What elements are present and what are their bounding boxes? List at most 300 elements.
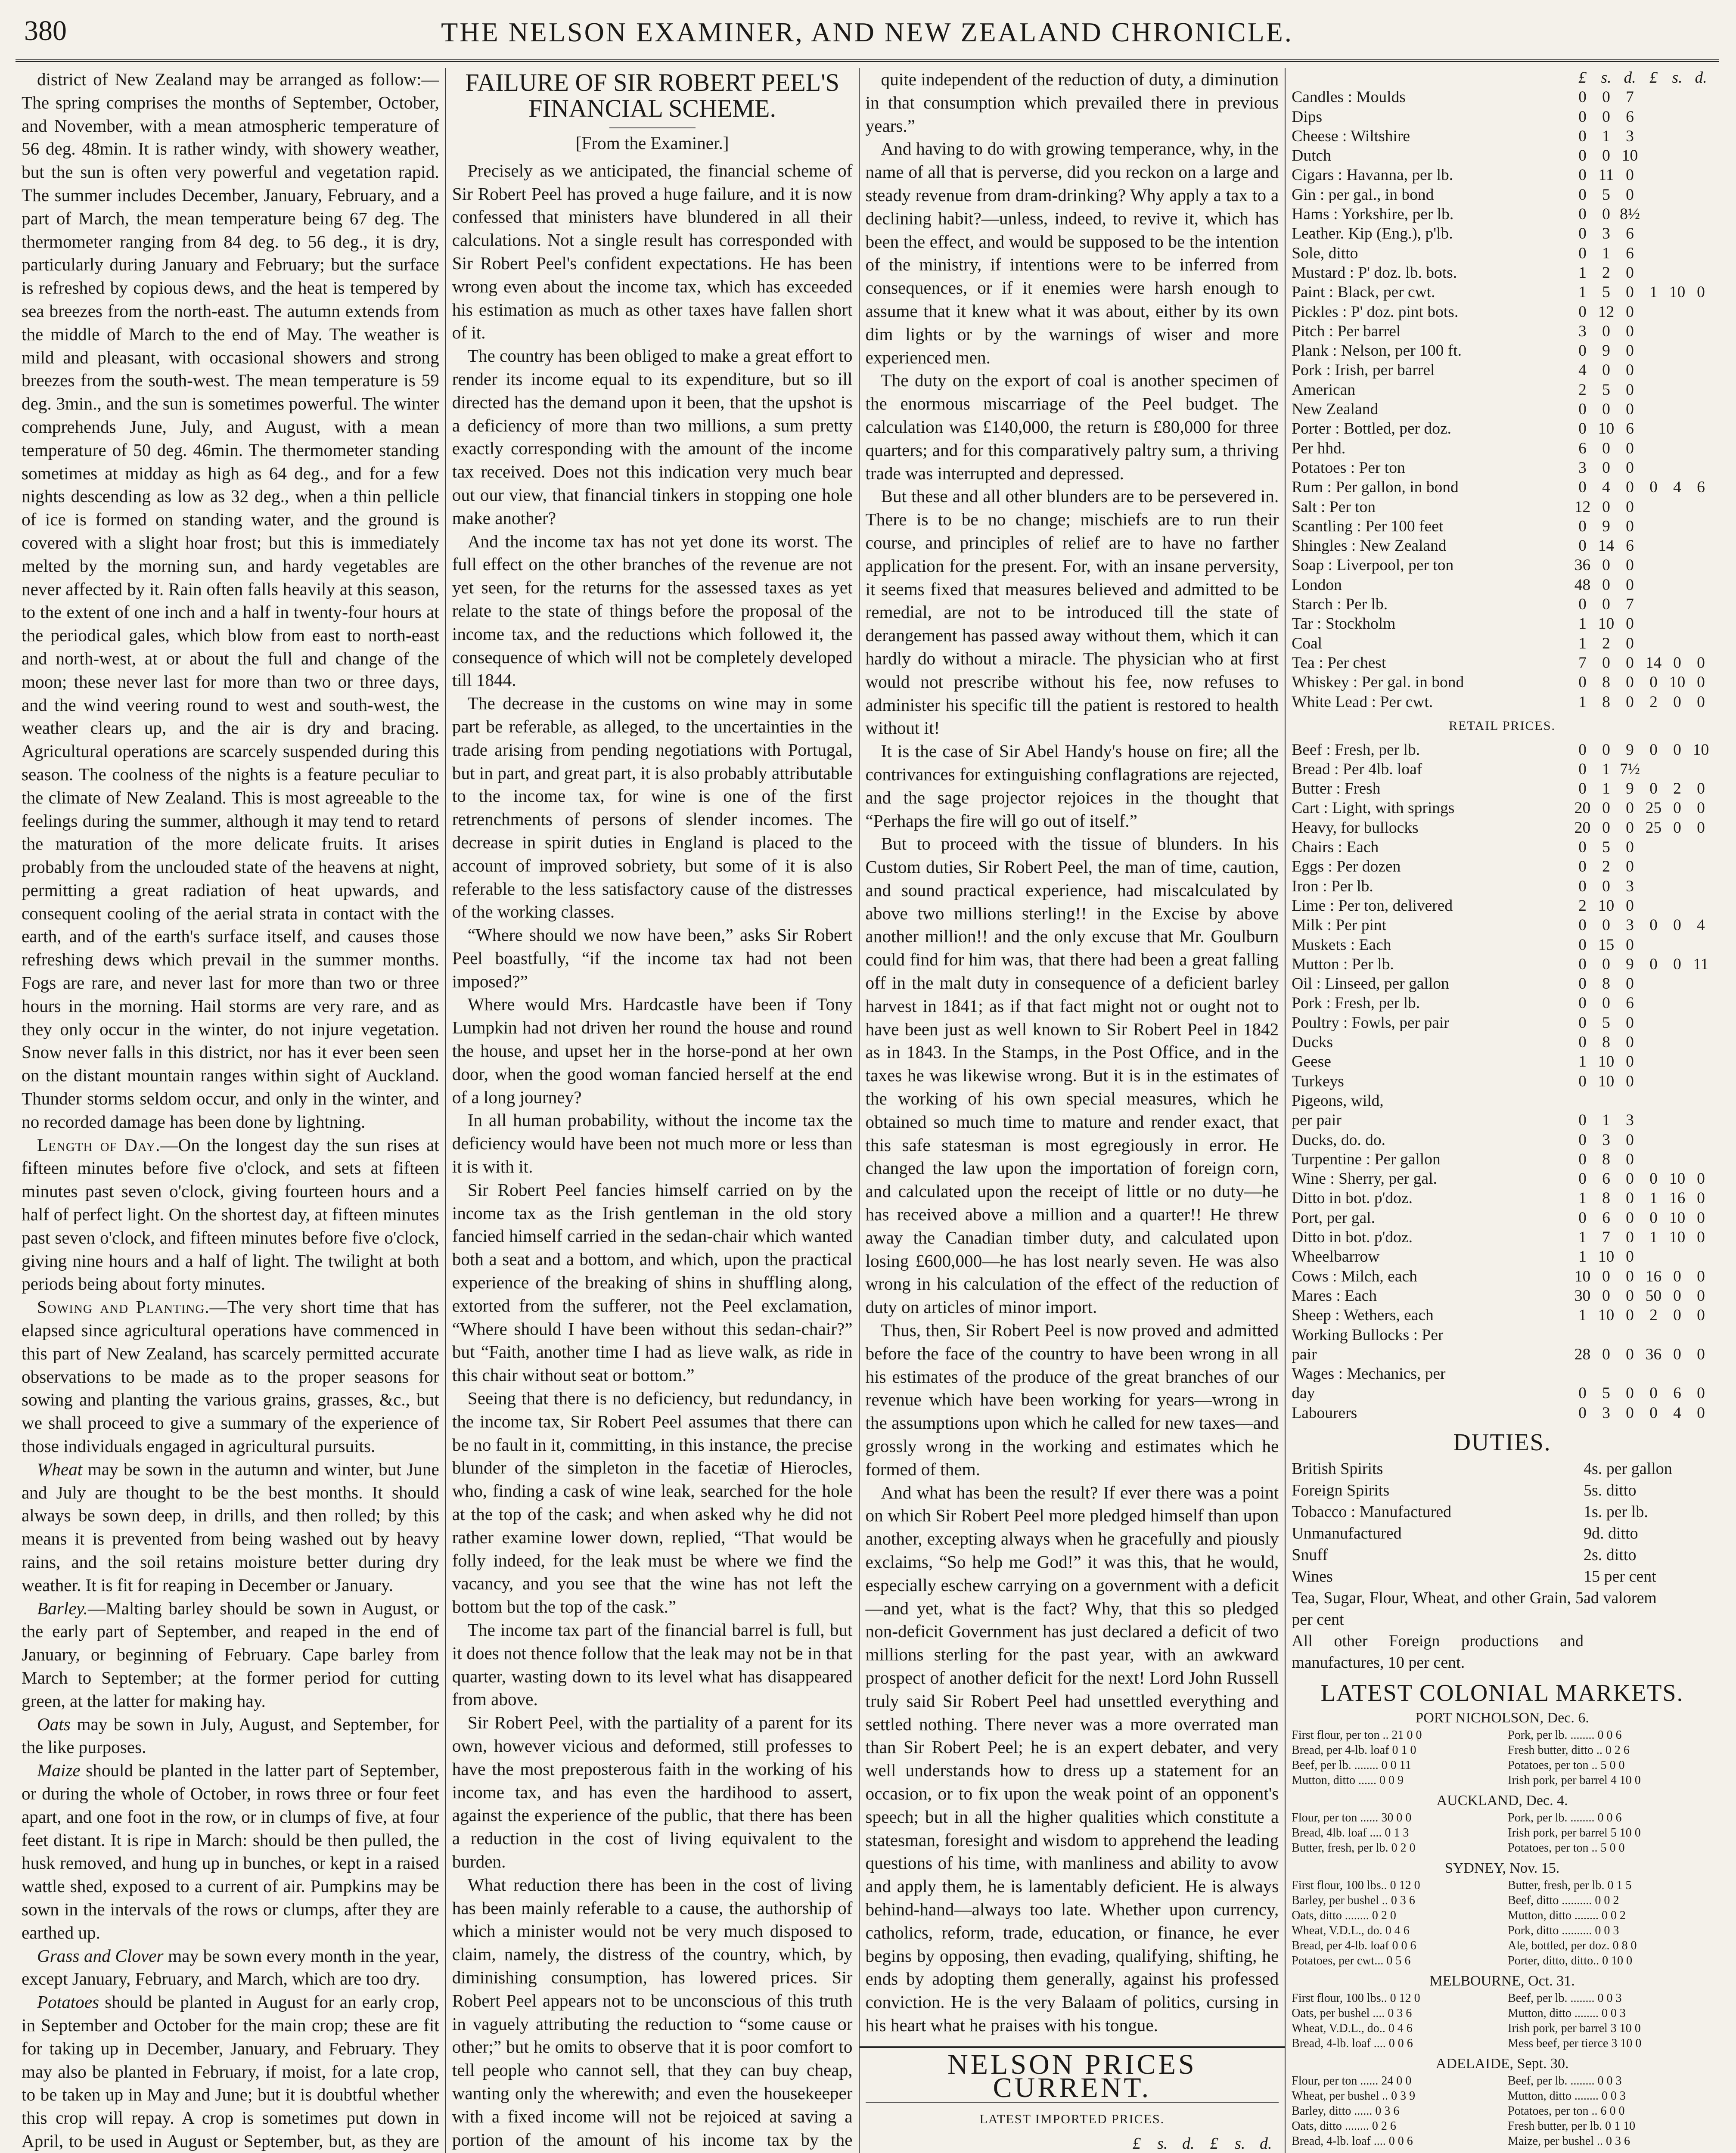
price-row xyxy=(1292,779,1713,798)
price-value: 0 xyxy=(1602,556,1610,574)
price-item: Geese xyxy=(1292,1053,1331,1071)
price-value: 0 xyxy=(1626,858,1634,876)
price-value: 15 xyxy=(1598,936,1615,954)
price-value xyxy=(1642,380,1665,400)
price-value xyxy=(1689,935,1713,955)
price-value: 0 xyxy=(1602,459,1610,477)
price-value xyxy=(1594,1325,1618,1345)
price-value xyxy=(1618,1325,1642,1345)
price-value xyxy=(1689,575,1713,595)
duties-table xyxy=(1292,1458,1713,1673)
price-value: 0 xyxy=(1578,517,1587,535)
price-value xyxy=(1689,322,1713,341)
price-value: 0 xyxy=(1626,186,1634,204)
price-value xyxy=(1618,1091,1642,1111)
price-value: 36 xyxy=(1645,1345,1662,1363)
duty-rate: 15 per cent xyxy=(1584,1567,1656,1585)
price-value: 0 xyxy=(1578,1209,1587,1227)
price-row xyxy=(1292,1286,1713,1306)
paragraph: “Where should we now have been,” asks Sir Robert Peel boastfully, “if the income tax had not been imposed?” xyxy=(452,925,853,991)
price-item: Salt : Per ton xyxy=(1292,498,1376,516)
price-row xyxy=(1292,935,1713,955)
price-value: 0 xyxy=(1578,1014,1587,1032)
price-item: Wheelbarrow xyxy=(1292,1248,1380,1266)
price-value: 3 xyxy=(1578,459,1587,477)
column-4 xyxy=(1286,68,1719,2153)
price-value: 3 xyxy=(1626,877,1634,895)
price-value xyxy=(1689,1247,1713,1266)
price-value: 8 xyxy=(1602,975,1610,993)
price-value: 25 xyxy=(1645,819,1662,837)
price-value: 28 xyxy=(1574,1345,1591,1363)
price-value: 2 xyxy=(1649,693,1658,711)
price-value: 20 xyxy=(1574,819,1591,837)
price-row xyxy=(1292,107,1713,127)
price-item: Pigeons, wild, xyxy=(1292,1092,1384,1110)
unit-label: s. xyxy=(1157,2134,1168,2153)
price-value: 0 xyxy=(1578,780,1587,798)
duty-row xyxy=(1292,1587,1713,1630)
price-value: 10 xyxy=(1598,1248,1615,1266)
masthead xyxy=(16,12,1719,62)
paragraph: Sir Robert Peel fancies himself carried on by the income tax as the Irish gentleman in the old story fancied himself carried in the sedan-chair which wanted both a seat and a bottom, and which, upon the practical experience of the breaking of shins in shuffling along, extorted from the sufferer, not the Peel exclamation, “Where should I have been without this sedan-chair?” but “Faith, another time I had as lieve walk, as ride in this chair without seat or bottom.” xyxy=(452,1179,853,1385)
price-value: 0 xyxy=(1626,1229,1634,1247)
price-row xyxy=(1292,575,1713,595)
price-value xyxy=(1642,536,1665,555)
price-value: 10 xyxy=(1693,741,1709,759)
paragraph: It is the case of Sir Abel Handy's house on fire; all the contrivances for extinguishing conflagrations are rejected, and the sage projector rejoices in the thought that “Perhaps the fire will go out of itself.” xyxy=(865,741,1279,831)
price-row xyxy=(1292,478,1713,497)
price-value: 0 xyxy=(1697,1189,1705,1207)
price-value: 12 xyxy=(1598,303,1615,321)
paragraph: Thus, then, Sir Robert Peel is now proved and admitted before the face of the country to have been wrong in all his estimates of the produce of the great branches of our revenue which have been working for years—wrong in the assumptions upon which he called for new taxes—and grossly wrong in the working and estimates which he formed of them. xyxy=(865,1320,1279,1479)
price-value: 0 xyxy=(1602,439,1610,457)
price-row xyxy=(1292,165,1713,185)
unit-label: d. xyxy=(1182,2134,1195,2153)
price-value xyxy=(1689,419,1713,438)
price-item: Mustard : P' doz. lb. bots. xyxy=(1292,264,1457,282)
price-value: 0 xyxy=(1626,693,1634,711)
price-value: 7 xyxy=(1626,596,1634,614)
price-item: Per hhd. xyxy=(1292,439,1346,457)
price-value: 0 xyxy=(1602,877,1610,895)
price-value: 0 xyxy=(1626,634,1634,652)
price-value: 1 xyxy=(1602,244,1610,262)
duty-rate: 2s. ditto xyxy=(1584,1545,1637,1564)
price-value xyxy=(1642,935,1665,955)
price-value xyxy=(1665,517,1689,536)
price-value xyxy=(1689,1072,1713,1091)
price-value: 1 xyxy=(1649,1229,1658,1247)
price-value: 2 xyxy=(1602,858,1610,876)
price-item: New Zealand xyxy=(1292,400,1379,419)
price-value: 0 xyxy=(1578,537,1587,555)
paragraph: Oats may be sown in July, August, and September, for the like purposes. xyxy=(22,1714,439,1757)
price-value: 14 xyxy=(1598,537,1615,555)
price-value xyxy=(1665,896,1689,915)
duty-item: Tobacco : Manufactured xyxy=(1292,1502,1452,1521)
price-value: 0 xyxy=(1626,264,1634,282)
price-value: 5 xyxy=(1602,838,1610,856)
price-value: 2 xyxy=(1578,381,1587,399)
duties-title: DUTIES. xyxy=(1453,1429,1551,1456)
price-value xyxy=(1689,146,1713,165)
price-value: 0 xyxy=(1578,1170,1587,1188)
price-item: Ducks, do. do. xyxy=(1292,1131,1385,1149)
paragraph: The income tax part of the financial barrel is full, but it does not thence follow that the leak may not be in that quarter, wasting down to its level what has disappeared from above. xyxy=(452,1620,853,1709)
price-value: 0 xyxy=(1673,693,1681,711)
price-value xyxy=(1642,497,1665,517)
price-item: Pitch : Per barrel xyxy=(1292,322,1401,340)
imported-prices-caption: LATEST IMPORTED PRICES. xyxy=(979,2112,1165,2127)
market-price: Beef, ditto .......... 0 0 2 xyxy=(1508,1893,1619,1907)
price-value: 0 xyxy=(1697,654,1705,672)
article-source: [From the Examiner.] xyxy=(575,133,729,153)
price-value: 9 xyxy=(1626,955,1634,973)
price-value: 0 xyxy=(1602,108,1610,126)
duty-row xyxy=(1292,1566,1713,1587)
market-price: First flour, per ton .. 21 0 0 xyxy=(1292,1728,1422,1742)
price-value: 0 xyxy=(1649,741,1658,759)
unit-label: £ xyxy=(1578,69,1587,87)
price-value: 0 xyxy=(1697,1229,1705,1247)
price-row xyxy=(1292,127,1713,146)
price-value: 0 xyxy=(1602,799,1610,817)
price-value xyxy=(1689,107,1713,127)
price-value: 0 xyxy=(1578,838,1587,856)
duty-rate: 9d. ditto xyxy=(1584,1524,1638,1542)
price-item: Muskets : Each xyxy=(1292,936,1391,954)
price-item: Eggs : Per dozen xyxy=(1292,858,1401,876)
price-row xyxy=(1292,993,1713,1013)
price-value: 1 xyxy=(1649,1189,1658,1207)
price-value: 0 xyxy=(1578,1072,1587,1090)
price-value: 0 xyxy=(1649,780,1658,798)
price-item: Lime : Per ton, delivered xyxy=(1292,897,1453,915)
price-item: Tar : Stockholm xyxy=(1292,615,1396,633)
price-value xyxy=(1665,439,1689,458)
price-value: 0 xyxy=(1626,517,1634,535)
duty-item: British Spirits xyxy=(1292,1459,1383,1478)
unit-label: £ xyxy=(1649,69,1658,87)
price-value: 0 xyxy=(1626,1248,1634,1266)
price-item: Wages : Mechanics, per xyxy=(1292,1365,1446,1383)
price-value xyxy=(1665,107,1689,127)
price-value: 6 xyxy=(1578,439,1587,457)
price-value: 1 xyxy=(1578,693,1587,711)
price-value: 7 xyxy=(1578,654,1587,672)
price-item: Leather. Kip (Eng.), p'lb. xyxy=(1292,225,1453,243)
price-value: 0 xyxy=(1626,1072,1634,1090)
price-value xyxy=(1642,1072,1665,1091)
column-1 xyxy=(16,68,446,2153)
price-value: 6 xyxy=(1626,244,1634,262)
page-number: 380 xyxy=(24,15,67,47)
price-value: 0 xyxy=(1602,819,1610,837)
price-value: 0 xyxy=(1578,205,1587,223)
price-item: Cigars : Havanna, per lb. xyxy=(1292,166,1453,184)
price-unit-header xyxy=(1292,68,1713,87)
price-value xyxy=(1689,1364,1713,1384)
price-value: 0 xyxy=(1578,478,1587,496)
price-item: Heavy, for bullocks xyxy=(1292,819,1419,837)
price-value: 0 xyxy=(1578,1131,1587,1149)
price-value xyxy=(1689,1130,1713,1150)
price-value: 0 xyxy=(1626,361,1634,379)
price-value: 4 xyxy=(1697,916,1705,934)
price-value xyxy=(1665,595,1689,614)
price-value xyxy=(1642,1111,1665,1130)
price-item: Working Bullocks : Per xyxy=(1292,1326,1444,1344)
price-value xyxy=(1642,760,1665,779)
price-value: 0 xyxy=(1626,478,1634,496)
duty-row xyxy=(1292,1501,1713,1523)
duty-row xyxy=(1292,1544,1713,1566)
price-item: day xyxy=(1292,1384,1315,1402)
price-row xyxy=(1292,497,1713,517)
price-value xyxy=(1665,205,1689,224)
price-row xyxy=(1292,224,1713,243)
price-value xyxy=(1665,244,1689,263)
market-price: Irish pork, per barrel 3 10 0 xyxy=(1508,2021,1641,2035)
market-price: Pork, per lb. ........ 0 0 6 xyxy=(1508,1728,1622,1742)
market-price: Butter, fresh, per lb. 0 2 0 xyxy=(1292,1841,1416,1855)
price-value: 0 xyxy=(1602,916,1610,934)
price-value: 1 xyxy=(1578,264,1587,282)
price-value: 10 xyxy=(1598,420,1615,438)
price-item: pair xyxy=(1292,1345,1317,1363)
market-price: First flour, 100 lbs.. 0 12 0 xyxy=(1292,1878,1420,1892)
price-value: 0 xyxy=(1578,186,1587,204)
price-row xyxy=(1292,1325,1713,1345)
price-value xyxy=(1665,1364,1689,1384)
price-value: 0 xyxy=(1649,916,1658,934)
price-value: 6 xyxy=(1673,1384,1681,1402)
duty-rate: 4s. per gallon xyxy=(1584,1459,1672,1478)
price-row xyxy=(1292,653,1713,673)
price-value: 0 xyxy=(1602,361,1610,379)
price-value xyxy=(1642,555,1665,575)
price-row xyxy=(1292,955,1713,974)
price-value: 0 xyxy=(1626,1267,1634,1285)
market-price: Ale, bottled, per doz. 0 8 0 xyxy=(1508,1939,1637,1952)
price-row xyxy=(1292,458,1713,478)
price-value xyxy=(1689,244,1713,263)
price-row xyxy=(1292,838,1713,857)
paragraph: Length of Day.—On the longest day the sun rises at fifteen minutes before five o'clock, and sets at fifteen minutes past seven o'clock, giving fourteen hours and a half of perfect light. On the shortest day, at fifteen minutes past seven o'clock, and fifteen minutes before five o'clock, giving nine hours and a half of light. The twilight at both periods being about forty minutes. xyxy=(22,1135,439,1294)
price-value xyxy=(1665,87,1689,107)
price-value: 36 xyxy=(1574,556,1591,574)
duty-item: Tea, Sugar, Flour, Wheat, and other Grain, 5 per cent xyxy=(1292,1588,1584,1629)
price-value: 8 xyxy=(1602,1033,1610,1052)
price-value: 0 xyxy=(1626,1209,1634,1227)
prices-current-box xyxy=(860,2046,1285,2153)
price-value: 0 xyxy=(1602,955,1610,973)
price-row xyxy=(1292,1150,1713,1169)
price-value: 0 xyxy=(1626,897,1634,915)
price-value xyxy=(1689,302,1713,322)
price-item: Scantling : Per 100 feet xyxy=(1292,517,1444,535)
price-row xyxy=(1292,419,1713,438)
price-value: 0 xyxy=(1578,975,1587,993)
price-value: 0 xyxy=(1626,1150,1634,1168)
price-value: 0 xyxy=(1626,1287,1634,1305)
price-value xyxy=(1642,322,1665,341)
market-price: Potatoes, per ton .. 6 0 0 xyxy=(1508,2104,1625,2118)
price-value: 10 xyxy=(1669,673,1686,692)
price-value: 0 xyxy=(1602,498,1610,516)
price-value: 10 xyxy=(1598,1072,1615,1090)
price-value xyxy=(1642,614,1665,633)
price-value: 0 xyxy=(1626,838,1634,856)
price-value: 16 xyxy=(1669,1189,1686,1207)
price-value: 48 xyxy=(1574,576,1591,594)
price-value xyxy=(1665,185,1689,205)
price-value: 0 xyxy=(1626,322,1634,340)
price-item: Dips xyxy=(1292,108,1323,126)
price-value: 0 xyxy=(1697,1384,1705,1402)
price-item: Gin : per gal., in bond xyxy=(1292,186,1434,204)
price-row xyxy=(1292,1052,1713,1071)
price-value: 0 xyxy=(1673,741,1681,759)
price-value xyxy=(1689,993,1713,1013)
price-value xyxy=(1642,244,1665,263)
price-row xyxy=(1292,1188,1713,1208)
price-value: 11 xyxy=(1598,166,1614,184)
price-row xyxy=(1292,244,1713,263)
price-value: 10 xyxy=(1669,1209,1686,1227)
price-value: 3 xyxy=(1602,1131,1610,1149)
prices-current-title: NELSON PRICES CURRENT. xyxy=(866,2053,1279,2103)
market-price: Flour, per ton ...... 30 0 0 xyxy=(1292,1811,1412,1824)
price-value xyxy=(1665,302,1689,322)
price-value xyxy=(1689,536,1713,555)
price-value: 0 xyxy=(1649,673,1658,692)
price-value xyxy=(1689,360,1713,380)
price-value: 0 xyxy=(1602,596,1610,614)
header-spacer xyxy=(866,2134,1124,2153)
price-value xyxy=(1689,439,1713,458)
article-heading: FAILURE OF SIR ROBERT PEEL'S FINANCIAL SCHEME. xyxy=(465,68,839,122)
price-row xyxy=(1292,896,1713,915)
price-value xyxy=(1642,1150,1665,1169)
paragraph: Barley.—Malting barley should be sown in August, or the early part of September, and reaped in the end of January, or beginning of February. Cape barley from March to September; at the former period for cutting green, at the latter for making hay. xyxy=(22,1598,439,1711)
paragraph: And the income tax has not yet done its worst. The full effect on the other branches of the revenue are not yet seen, for the returns for the assessed taxes as yet relate to the state of things before the proposal of the income tax, and the reductions which followed it, the consequence of which will not be completely developed till 1844. xyxy=(452,531,853,690)
unit-label: d. xyxy=(1624,69,1636,87)
price-value xyxy=(1665,322,1689,341)
price-value xyxy=(1689,877,1713,896)
column-2 xyxy=(446,68,860,2153)
price-value: 1 xyxy=(1578,1053,1587,1071)
price-value: 6 xyxy=(1626,537,1634,555)
price-row xyxy=(1292,1306,1713,1325)
paragraph: And having to do with growing temperance, why, in the name of all that is perverse, did you reckon on a large and steady revenue from dram-drinking? Why apply a tax to a declining habit?—unless, indeed, to revive it, which has been the effect, and would be supposed to be the intention of the ministry, if intentions were to be inferred from consequences, or if it enemies were harsh enough to assume that it knew what it was about, either by its own dim lights or by the warnings of wiser and more experienced men. xyxy=(865,139,1279,367)
price-value: 0 xyxy=(1578,858,1587,876)
price-value xyxy=(1689,857,1713,876)
price-value xyxy=(1689,1033,1713,1052)
price-value xyxy=(1665,127,1689,146)
price-value xyxy=(1665,1033,1689,1052)
price-value xyxy=(1642,1247,1665,1266)
price-value: 0 xyxy=(1602,741,1610,759)
price-value: 10 xyxy=(1598,1306,1615,1325)
price-value: 25 xyxy=(1645,799,1662,817)
market-location: AUCKLAND, Dec. 4. xyxy=(1436,1792,1568,1809)
price-row xyxy=(1292,1403,1713,1423)
price-value: 16 xyxy=(1645,1267,1662,1285)
price-value: 4 xyxy=(1602,478,1610,496)
price-row xyxy=(1292,146,1713,165)
price-item: White Lead : Per cwt. xyxy=(1292,693,1433,711)
price-value: 0 xyxy=(1626,615,1634,633)
price-value: 0 xyxy=(1602,1287,1610,1305)
price-row xyxy=(1292,1247,1713,1266)
price-row xyxy=(1292,1169,1713,1188)
price-value: 0 xyxy=(1697,283,1705,301)
market-price: Wheat, V.D.L., do.. 0 4 6 xyxy=(1292,2021,1413,2035)
price-item: Bread : Per 4lb. loaf xyxy=(1292,760,1422,778)
price-item: Coal xyxy=(1292,634,1323,652)
price-value xyxy=(1642,360,1665,380)
market-price: Mutton, ditto ........ 0 0 3 xyxy=(1508,2089,1626,2103)
price-value: 0 xyxy=(1626,1033,1634,1052)
price-value: 0 xyxy=(1602,205,1610,223)
price-item: Poultry : Fowls, per pair xyxy=(1292,1014,1449,1032)
price-row xyxy=(1292,536,1713,555)
price-value: 0 xyxy=(1626,303,1634,321)
price-value: 1 xyxy=(1578,1229,1587,1247)
price-value: 0 xyxy=(1626,1306,1634,1325)
price-row xyxy=(1292,673,1713,692)
price-value: 0 xyxy=(1602,1267,1610,1285)
price-value: 0 xyxy=(1673,955,1681,973)
market-price: Potatoes, per cwt... 0 5 6 xyxy=(1292,1954,1411,1967)
price-value xyxy=(1642,458,1665,478)
price-value: 6 xyxy=(1626,994,1634,1012)
price-value xyxy=(1689,224,1713,243)
price-value: 7½ xyxy=(1620,760,1640,778)
price-value: 0 xyxy=(1578,596,1587,614)
price-value xyxy=(1665,224,1689,243)
price-item: Pork : Fresh, per lb. xyxy=(1292,994,1420,1012)
price-value: 0 xyxy=(1626,381,1634,399)
price-value xyxy=(1642,634,1665,653)
price-value xyxy=(1689,127,1713,146)
price-value xyxy=(1689,87,1713,107)
paragraph: Sowing and Planting.—The very short time that has elapsed since agricultural operations have commenced in this part of New Zealand, has scarcely permitted accurate observations to be made as to the proper seasons for sowing and planting the various grains, grasses, &c., but we shall proceed to give a summary of the experience of those individuals engaged in agricultural pursuits. xyxy=(22,1297,439,1456)
price-value xyxy=(1665,1247,1689,1266)
price-value: 0 xyxy=(1626,1014,1634,1032)
price-item: Pork : Irish, per barrel xyxy=(1292,361,1435,379)
price-value: 2 xyxy=(1602,264,1610,282)
price-row xyxy=(1292,1111,1713,1130)
price-item: per pair xyxy=(1292,1111,1342,1129)
price-value: 0 xyxy=(1578,88,1587,106)
price-value: 0 xyxy=(1626,459,1634,477)
price-value: 0 xyxy=(1649,1209,1658,1227)
price-value: 1 xyxy=(1602,780,1610,798)
market-price: Barley, ditto ...... 0 3 6 xyxy=(1292,2104,1400,2118)
price-value: 0 xyxy=(1697,1306,1705,1325)
price-value xyxy=(1642,439,1665,458)
price-value: 0 xyxy=(1578,916,1587,934)
price-row xyxy=(1292,1384,1713,1403)
price-value: 0 xyxy=(1673,916,1681,934)
price-value: 1 xyxy=(1602,1111,1610,1129)
price-value: 10 xyxy=(1621,147,1638,165)
duty-rate xyxy=(1584,1630,1713,1673)
price-value xyxy=(1665,614,1689,633)
